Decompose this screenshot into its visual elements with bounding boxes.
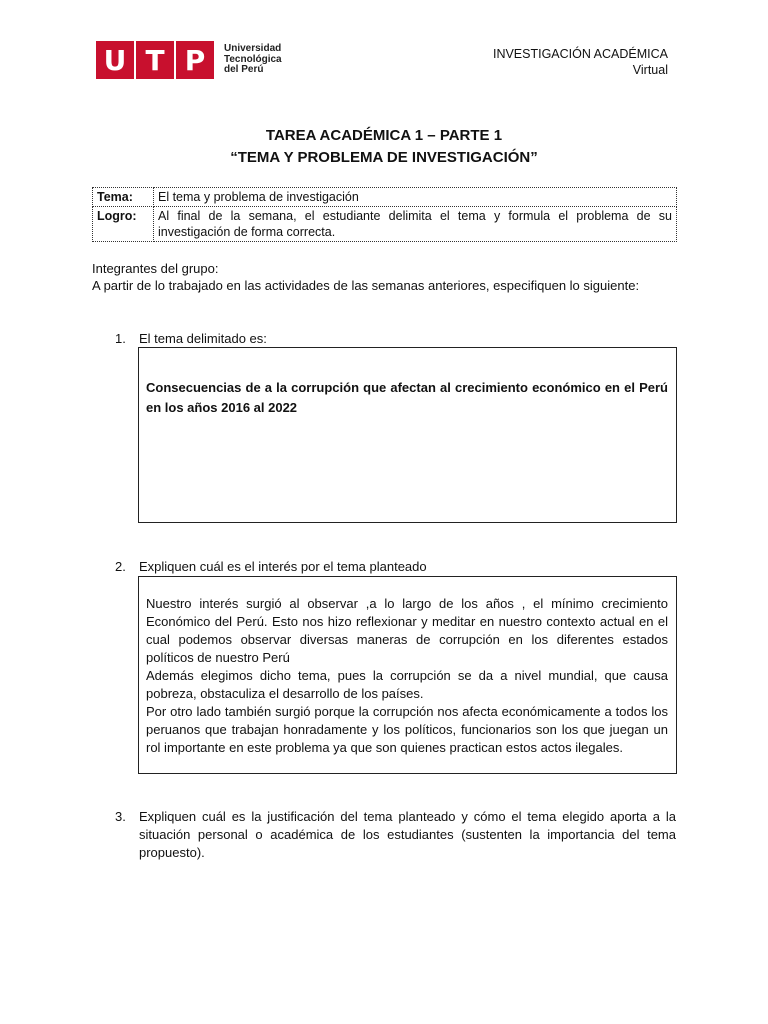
question-text: Expliquen cuál es el interés por el tema planteado [139, 559, 427, 574]
question-text: Expliquen cuál es la justificación del tema planteado y cómo el tema elegido aporta a la situación personal o académica de los estudiantes (sustenten la importancia del tema propuesto). [139, 809, 676, 860]
logo-line: Tecnológica [224, 53, 282, 65]
logo-letter-p: P [176, 41, 214, 79]
title-line-1: TAREA ACADÉMICA 1 – PARTE 1 [265, 127, 503, 144]
topic-answer-box[interactable] [138, 347, 677, 523]
info-table [92, 187, 677, 242]
tema-label: Tema: [93, 188, 154, 207]
question-number: 1. [115, 331, 126, 346]
logo-letter-t: T [136, 41, 174, 79]
interest-paragraph: Nuestro interés surgió al observar ,a lo largo de los años , el mínimo crecimiento Económico del Perú. Esto nos hizo reflexionar y meditar en nuestro contexto actual en el cual podemos observar diversas maneras de corrupción en los diferentes estados políticos de nuestro Perú [146, 596, 668, 665]
question-number: 3. [115, 809, 126, 824]
table-row [93, 188, 677, 207]
question-number: 2. [115, 559, 126, 574]
logo-letter-u: U [96, 41, 134, 79]
logro-label: Logro: [93, 207, 154, 242]
interest-answer-box[interactable] [138, 576, 677, 774]
document-title [0, 125, 768, 169]
interest-paragraph: Además elegimos dicho tema, pues la corrupción se da a nivel mundial, que causa pobreza, obstaculiza el desarrollo de los países. [146, 668, 668, 701]
interest-answer-text [146, 595, 668, 757]
logo-university-name [224, 44, 282, 76]
header-course-info [493, 46, 668, 78]
course-modality: Virtual [632, 63, 668, 77]
logo-line: Universidad [224, 43, 282, 55]
logo-line: del Perú [224, 64, 264, 76]
question-3 [115, 808, 676, 862]
interest-paragraph: Por otro lado también surgió porque la corrupción nos afecta económicamente a todos los peruanos que trabajan honradamente y los políticos, funcionarios son los que juegan un rol importante en este problema ya que son quienes practican estos actos ilegales. [146, 704, 668, 755]
intro-section [92, 260, 676, 294]
utp-logo [96, 40, 282, 80]
group-members-label: Integrantes del grupo: [92, 261, 219, 276]
question-2 [115, 558, 676, 576]
logro-value: Al final de la semana, el estudiante delimita el tema y formula el problema de su investigación de forma correcta. [154, 207, 677, 242]
table-row [93, 207, 677, 242]
instruction-text: A partir de lo trabajado en las actividades de las semanas anteriores, especifiquen lo siguiente: [92, 278, 640, 293]
question-1 [115, 330, 676, 348]
question-text: El tema delimitado es: [139, 331, 267, 346]
topic-answer-text: Consecuencias de a la corrupción que afectan al crecimiento económico en el Perú en los años 2016 al 2022 [146, 380, 668, 415]
tema-value: El tema y problema de investigación [154, 188, 677, 207]
title-line-2: “TEMA Y PROBLEMA DE INVESTIGACIÓN” [230, 149, 538, 166]
course-name: INVESTIGACIÓN ACADÉMICA [492, 47, 668, 61]
